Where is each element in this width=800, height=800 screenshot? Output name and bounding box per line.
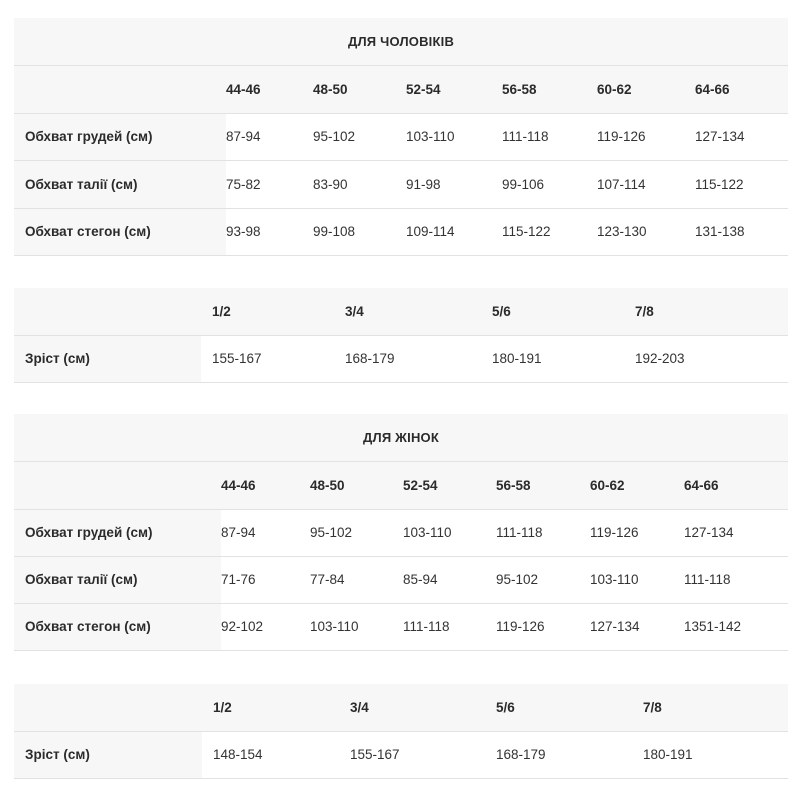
height-value: 180-191 [643,731,788,778]
size-header: 48-50 [310,461,403,509]
table-row [14,208,788,255]
men-height-header-row [14,288,788,335]
size-value: 95-102 [496,556,590,603]
size-value: 1351-142 [684,603,788,650]
header-empty-cell [14,461,221,509]
size-value: 111-118 [403,603,496,650]
size-value: 83-90 [313,160,406,208]
height-size-header: 3/4 [345,288,492,335]
row-label-hips: Обхват стегон (см) [14,603,221,650]
men-table-title: ДЛЯ ЧОЛОВІКІВ [14,18,788,65]
size-header: 56-58 [496,461,590,509]
table-row [14,160,788,208]
men-size-table [14,18,788,256]
table-row [14,731,788,778]
size-value: 131-138 [695,208,788,255]
size-value: 87-94 [226,113,313,160]
header-empty-cell [14,288,201,335]
row-label-hips: Обхват стегон (см) [14,208,226,255]
size-value: 107-114 [597,160,695,208]
height-size-header: 3/4 [350,684,496,731]
women-size-header-row [14,461,788,509]
size-header: 44-46 [221,461,310,509]
height-size-header: 5/6 [496,684,643,731]
size-value: 95-102 [310,509,403,556]
table-row [14,509,788,556]
row-label-height: Зріст (см) [14,731,202,778]
size-header: 52-54 [406,65,502,113]
size-value: 127-134 [590,603,684,650]
size-value: 87-94 [221,509,310,556]
row-label-waist: Обхват талії (см) [14,556,221,603]
height-value: 168-179 [345,335,492,382]
height-value: 180-191 [492,335,635,382]
header-empty-cell [14,684,202,731]
size-value: 123-130 [597,208,695,255]
row-label-chest: Обхват грудей (см) [14,113,226,160]
women-table-title: ДЛЯ ЖІНОК [14,414,788,461]
women-title-row [14,414,788,461]
size-value: 91-98 [406,160,502,208]
size-value: 103-110 [403,509,496,556]
size-header: 60-62 [590,461,684,509]
size-header: 64-66 [695,65,788,113]
height-value: 168-179 [496,731,643,778]
size-value: 93-98 [226,208,313,255]
size-header: 64-66 [684,461,788,509]
row-label-chest: Обхват грудей (см) [14,509,221,556]
height-size-header: 1/2 [201,288,345,335]
men-size-header-row [14,65,788,113]
size-value: 85-94 [403,556,496,603]
size-value: 103-110 [406,113,502,160]
size-value: 103-110 [590,556,684,603]
women-height-table [14,684,788,779]
height-value: 155-167 [350,731,496,778]
size-header: 60-62 [597,65,695,113]
size-value: 71-76 [221,556,310,603]
size-value: 75-82 [226,160,313,208]
size-value: 109-114 [406,208,502,255]
size-header: 44-46 [226,65,313,113]
table-row [14,335,788,382]
size-value: 119-126 [597,113,695,160]
row-label-height: Зріст (см) [14,335,201,382]
women-size-table [14,414,788,651]
size-value: 111-118 [496,509,590,556]
height-size-header: 5/6 [492,288,635,335]
size-value: 115-122 [695,160,788,208]
men-height-table [14,288,788,383]
size-value: 92-102 [221,603,310,650]
height-value: 155-167 [201,335,345,382]
table-row [14,556,788,603]
row-label-waist: Обхват талії (см) [14,160,226,208]
size-value: 99-108 [313,208,406,255]
size-header: 56-58 [502,65,597,113]
size-value: 127-134 [695,113,788,160]
height-size-header: 1/2 [202,684,350,731]
height-size-header: 7/8 [635,288,788,335]
height-size-header: 7/8 [643,684,788,731]
size-value: 127-134 [684,509,788,556]
size-value: 103-110 [310,603,403,650]
size-value: 95-102 [313,113,406,160]
size-value: 119-126 [496,603,590,650]
table-row [14,603,788,650]
height-value: 148-154 [202,731,350,778]
size-value: 115-122 [502,208,597,255]
size-value: 77-84 [310,556,403,603]
header-empty-cell [14,65,226,113]
size-header: 52-54 [403,461,496,509]
size-value: 119-126 [590,509,684,556]
men-title-row [14,18,788,65]
size-header: 48-50 [313,65,406,113]
size-value: 111-118 [684,556,788,603]
women-height-header-row [14,684,788,731]
size-value: 99-106 [502,160,597,208]
size-value: 111-118 [502,113,597,160]
height-value: 192-203 [635,335,788,382]
table-row [14,113,788,160]
